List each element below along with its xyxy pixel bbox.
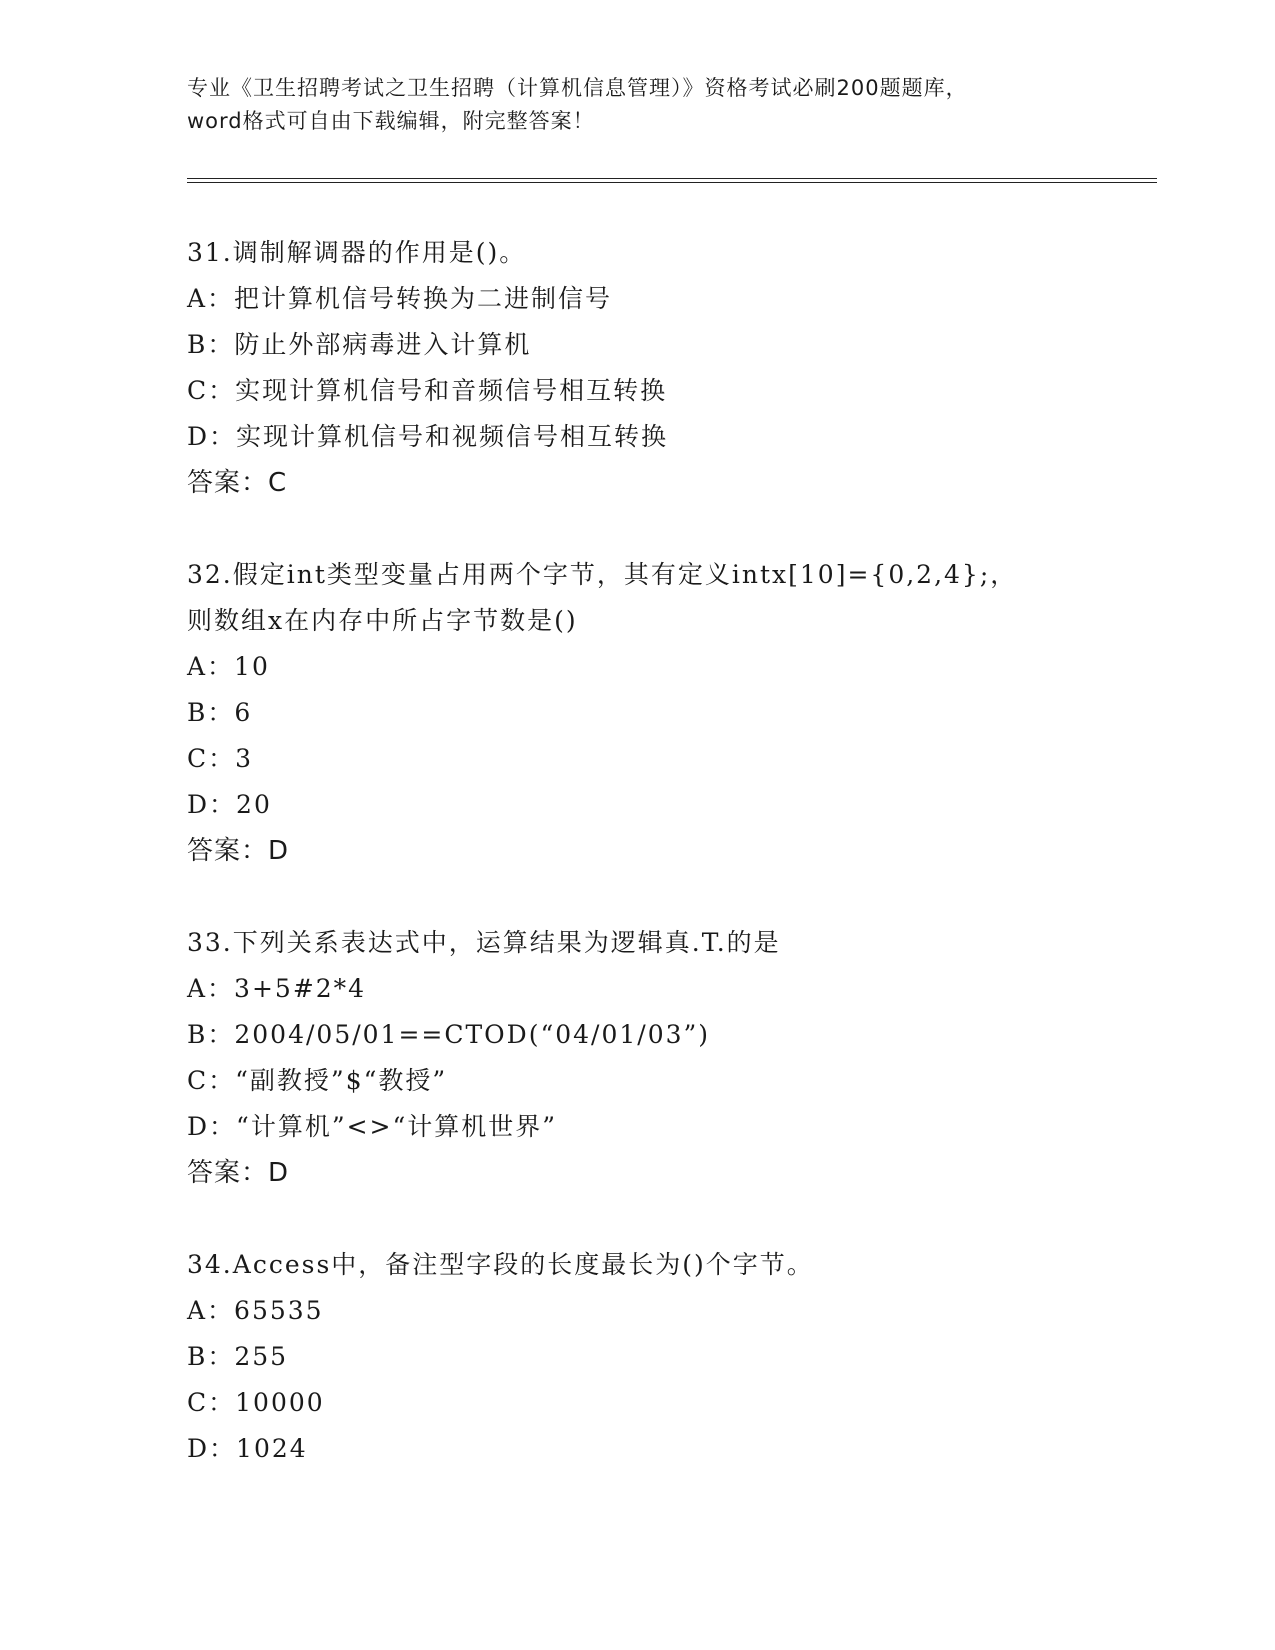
answer: 答案：D <box>187 1158 290 1188</box>
option-d: D：20 <box>187 790 272 819</box>
question-stem: 33.下列关系表达式中，运算结果为逻辑真.T.的是 <box>187 928 781 957</box>
header-divider-bottom <box>187 182 1157 183</box>
answer: 答案：D <box>187 836 290 866</box>
answer: 答案：C <box>187 468 288 498</box>
option-d: D：实现计算机信号和视频信号相互转换 <box>187 422 669 451</box>
option-a: A：65535 <box>187 1296 324 1325</box>
option-c: C：实现计算机信号和音频信号相互转换 <box>187 376 668 405</box>
option-d: D：“计算机”<>“计算机世界” <box>187 1112 558 1141</box>
option-a: A：把计算机信号转换为二进制信号 <box>187 284 613 313</box>
question-stem-continued: 则数组x在内存中所占字节数是() <box>187 606 578 635</box>
option-a: A：3+5#2*4 <box>187 974 367 1003</box>
header-divider-top <box>187 178 1157 179</box>
header-line-1: 专业《卫生招聘考试之卫生招聘（计算机信息管理）》资格考试必刷200题题库， <box>187 76 968 100</box>
option-b: B：6 <box>187 698 253 727</box>
option-b: B：2004/05/01==CTOD(“04/01/03”) <box>187 1020 711 1049</box>
document-header <box>187 72 1087 138</box>
question-33 <box>187 920 1147 1196</box>
question-31 <box>187 230 1147 506</box>
question-list <box>187 230 1147 1518</box>
question-stem: 31.调制解调器的作用是()。 <box>187 238 527 267</box>
question-stem: 32.假定int类型变量占用两个字节，其有定义intx[10]={0,2,4};， <box>187 560 1018 589</box>
option-c: C：“副教授”$“教授” <box>187 1066 448 1095</box>
question-32 <box>187 552 1147 874</box>
option-d: D：1024 <box>187 1434 308 1463</box>
option-b: B：255 <box>187 1342 289 1371</box>
option-a: A：10 <box>187 652 270 681</box>
question-34 <box>187 1242 1147 1472</box>
option-b: B：防止外部病毒进入计算机 <box>187 330 532 359</box>
header-line-2: word格式可自由下载编辑，附完整答案！ <box>187 109 595 133</box>
option-c: C：3 <box>187 744 254 773</box>
question-stem: 34.Access中，备注型字段的长度最长为()个字节。 <box>187 1250 814 1279</box>
option-c: C：10000 <box>187 1388 325 1417</box>
